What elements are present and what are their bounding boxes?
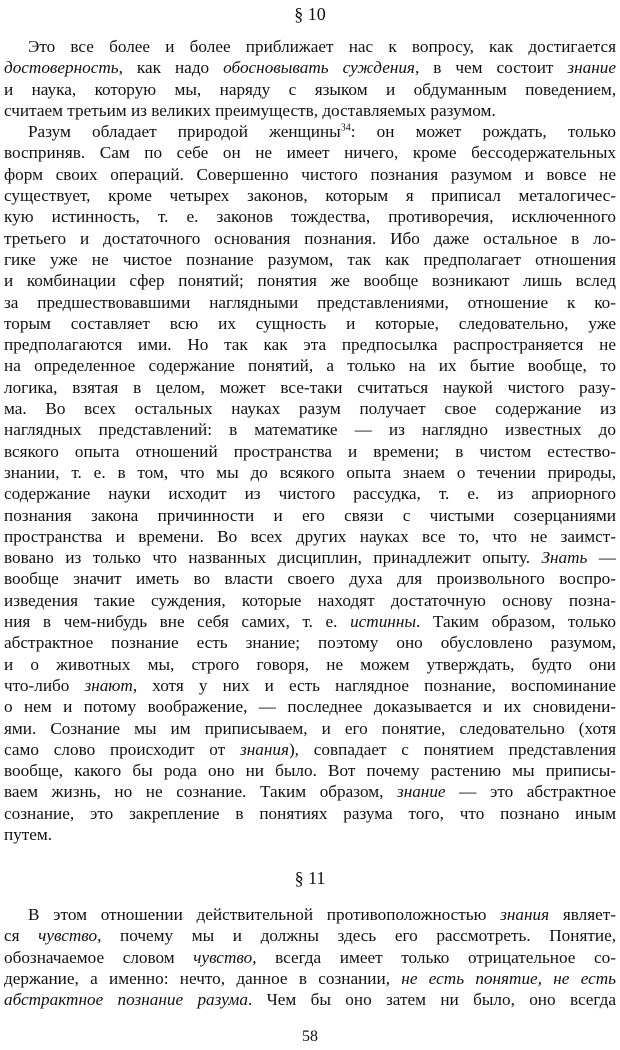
text-line [4,632,616,653]
text-run: и наука, которую мы, наряду с языком и обдуманным поведением, [4,79,616,99]
text-run: существует, кроме четырех законов, которым я приписал металогичес- [4,186,616,206]
text-run: вообще, какого бы рода оно ни было. Вот почему растению мы приписы- [4,761,616,781]
text-line [4,547,616,568]
text-run: вовано из только что названных дисциплин, принадлежит опыту. [4,548,542,568]
text-line [4,925,616,946]
text-run: и комбинации сфер понятий; понятия же вообще возникают лишь вслед [4,271,616,291]
text-line [4,377,616,398]
italic-term: знание [567,58,616,78]
text-line [4,398,616,419]
text-run: знании, т. е. в том, что мы до всякого опыта знаем о течении природы, [4,462,616,482]
text-line [4,904,616,925]
text-run: : он может рождать, только [350,122,616,142]
text-line [4,590,616,611]
text-line [4,121,616,142]
text-run: являет- [549,905,616,924]
text-line [4,441,616,462]
text-line [4,206,616,227]
text-run: ваем жизнь, но не сознание. Таким образом, [4,782,397,802]
italic-term: знания [240,739,289,759]
section-10-text [4,36,616,845]
text-line [4,334,616,355]
text-line [4,483,616,504]
section-heading: § 11 [294,868,326,888]
text-run: за предшествовавшими наглядными представлениями, отношение к ко- [4,292,616,312]
text-line [4,824,616,845]
text-run: гике уже не чистое познание разумом, так как предполагает отношения [4,249,616,269]
text-run: — [587,548,616,568]
text-run: ), совпадает с понятием представления [288,739,616,759]
text-run: . Чем бы оно затем ни было, оно всегда [247,990,616,1010]
text-line [4,781,616,802]
italic-term: знание [396,782,446,802]
text-run: изведения такие суждения, которые находят достаточную основу позна- [4,590,616,610]
text-line [4,228,616,249]
text-line [4,164,616,185]
italic-term: обосновывать суждения [223,58,415,78]
italic-term: достоверность [4,58,119,78]
text-run: Это все более и более приближает нас к вопросу, как достигается [28,37,616,56]
italic-term: истинны [350,612,416,632]
text-run: познания закона причинности и его связи с чистыми созерцаниями [4,505,616,525]
section-11-text [4,904,616,1010]
text-run: содержание науки исходит из чистого рассудка, т. е. из априорного [4,484,616,504]
text-run: что-либо [4,675,85,695]
text-run: держание, а именно: нечто, данное в сознании, [4,968,402,988]
text-line [4,270,616,291]
text-run: кую истинность, т. е. законов тождества, противоречия, исключенного [4,207,616,227]
text-run: на определенное содержание понятий, а только на их бытие вообще, то [4,356,616,376]
footnote-marker: 34 [340,122,351,134]
text-line [4,760,616,781]
text-run: предполагаются ими. Но так как эта предпосылка распространяется не [4,335,616,355]
italic-term: знают [84,675,133,695]
text-line [4,718,616,739]
text-run: путем. [4,824,53,844]
text-run: ния в чем-нибудь вне себя самих, т. е. [4,612,351,632]
text-line [4,355,616,376]
text-line [4,100,616,121]
text-line [4,462,616,483]
italic-term: не есть понятие, не есть [401,968,616,988]
text-line [4,505,616,526]
text-run: сознание, это закрепление в понятиях разума того, что познано иным [4,803,616,823]
text-line [4,292,616,313]
text-line [4,968,616,989]
text-run: — это абстрактное [445,782,616,802]
text-run: восприняв. Сам по себе он не имеет ничего, кроме бессодержательных [4,143,616,163]
text-run: Разум обладает природой женщины [28,122,341,142]
text-run: о нем и потому воображение, — последнее доказывается и их сновидени- [4,697,616,717]
text-run: считаем третьим из великих преимуществ, доставляемых разумом. [4,100,496,120]
text-run: обозначаемое словом [4,947,194,967]
page-number: 58 [302,1028,318,1045]
text-run: всякого опыта отношений пространства и времени; в чистом естество- [4,441,616,461]
text-run: само слово происходит от [4,739,240,759]
text-run: и о животных мы, строго говоря, не можем утверждать, будто они [4,654,616,674]
text-line [4,526,616,547]
text-line [4,36,616,57]
text-line [4,419,616,440]
italic-term: чувство [193,947,253,967]
text-run: торым составляет всю их сущность и которые, следовательно, уже [4,313,616,333]
text-line [4,947,616,968]
text-line [4,611,616,632]
text-run: вообще значит иметь во власти своего духа для произвольного воспро- [4,569,616,589]
text-line [4,654,616,675]
text-line [4,185,616,206]
text-run: , почему мы и должны здесь его рассмотреть. Понятие, [97,926,616,946]
text-run: наглядных представлений: в математике — из наглядно известных до [4,420,616,440]
text-run: , как надо [118,58,224,78]
text-run: логика, взятая в целом, может все-таки считаться наукой чистого разу- [4,377,616,397]
text-run: , хотя у них и есть наглядное познание, воспоминание [132,675,616,695]
text-line [4,142,616,163]
text-line [4,313,616,334]
italic-term: чувство [38,926,98,946]
text-line [4,79,616,100]
text-run: ями. Сознание мы им приписываем, и его понятие, следовательно (хотя [4,718,616,738]
text-line [4,249,616,270]
text-run: , всегда имеет только отрицательное со- [252,947,616,967]
text-run: ма. Во всех остальных науках разум получает свое содержание из [4,399,616,419]
text-line [4,675,616,696]
italic-term: знания [500,905,550,924]
text-run: ся [4,926,39,946]
italic-term: Знать [541,548,588,568]
text-run: . Таким образом, только [416,612,616,632]
section-heading: § 10 [294,4,326,24]
text-run: В этом отношении действительной противоположностью [28,905,501,924]
text-line [4,803,616,824]
text-run: третьего и достаточного основания познания. Ибо даже остальное в ло- [4,228,616,248]
text-run: абстрактное познание есть знание; поэтому оно обусловлено разумом, [4,633,616,653]
text-line [4,696,616,717]
italic-term: абстрактное познание разума [4,990,248,1010]
text-line [4,989,616,1010]
text-run: пространства и времени. Во всех других науках все то, что не заимст- [4,526,616,546]
text-line [4,568,616,589]
text-run: , в чем состоит [414,58,568,78]
text-run: форм своих операций. Совершенно чистого познания разумом и вовсе не [4,164,616,184]
text-line [4,57,616,78]
text-line [4,739,616,760]
